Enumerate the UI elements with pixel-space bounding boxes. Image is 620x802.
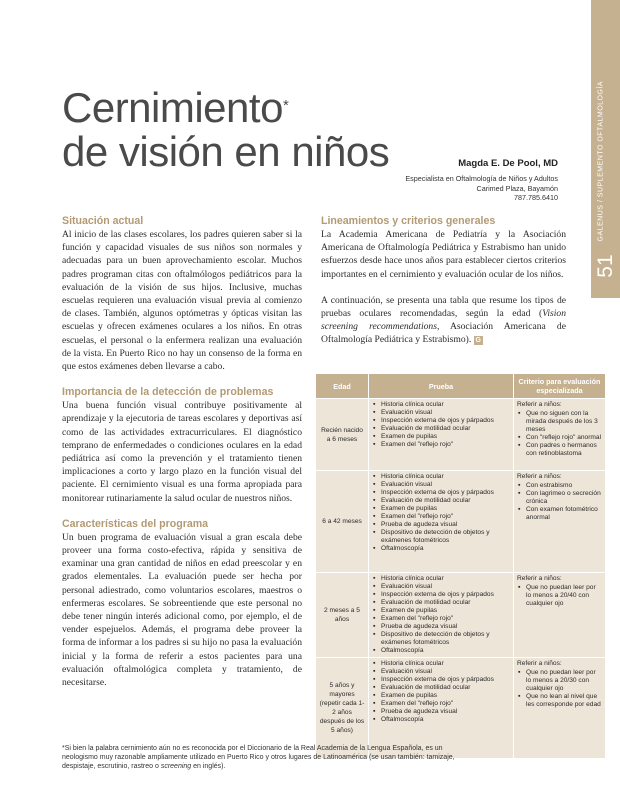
prueba-item: ▪ Examen de pupilas — [381, 607, 510, 615]
author-phone: 787.785.6410 — [514, 193, 558, 202]
prueba-item: ▪ Evaluación visual — [381, 409, 510, 417]
criterio-item: ▪ Que no lean al nivel que les corresponde por edad — [526, 693, 602, 709]
criterio-item: ▪ Que no puedan leer por lo menos a 20/30 con cualquier ojo — [526, 669, 602, 693]
table-row — [316, 658, 606, 758]
criterio-item: ▪ Con estrabismo — [526, 482, 602, 490]
prueba-item: ▪ Evaluación visual — [381, 481, 510, 489]
heading-situacion: Situación actual — [62, 215, 144, 227]
header-criterio: Criterio para evaluación especializada — [514, 374, 606, 399]
prueba-item: ▪ Inspección externa de ojos y párpados — [381, 676, 510, 684]
table-row — [316, 399, 606, 471]
paragraph-caracteristicas: Un buen programa de evaluación visual a gran escala debe proveer una forma costo-efectiva, rápida y sensitiva de examinar una gran cantidad de niños en edad preescolar y en grados elementales. La evaluación puede ser hecha por personal adiestrado, como voluntarios escolares, maestros o enfermeras escolares. Se sobreentiende que este personal no debe tener ningún interés adicional como, por ejemplo, el de vender espejuelos. Además, el programa debe proveer la forma de informar a los padres si su hijo no pasa la evaluación inicial y la forma de referir a estos pacientes para una evaluación oftalmológica completa y tratamiento, de necesitarse. — [62, 531, 302, 689]
criterio-item: ▪ Con "reflejo rojo" anormal — [526, 434, 602, 442]
prueba-cell — [369, 658, 514, 758]
section-label: GALENUS / SUPLEMENTO OFTALMOLOGÍA — [597, 80, 605, 242]
footnote: *Si bien la palabra cernimiento aún no es reconocida por el Diccionario de la Real Academia de la Lengua Española, es un neologismo muy razonable ampliamente utilizado en Puerto Rico y otros lugares de Latinoamérica (se usan también: tamizaje, despistaje, escrutinio, rastreo o screening en inglés). — [62, 745, 455, 770]
prueba-item: ▪ Examen de pupilas — [381, 433, 510, 441]
left-column — [62, 215, 302, 689]
prueba-cell — [369, 573, 514, 658]
prueba-item: ▪ Examen del "reflejo rojo" — [381, 700, 510, 708]
prueba-item: ▪ Inspección externa de ojos y párpados — [381, 591, 510, 599]
author-specialty: Especialista en Oftalmología de Niños y Adultos — [405, 174, 558, 183]
heading-lineamientos: Lineamientos y criterios generales — [321, 215, 496, 227]
header-prueba: Prueba — [369, 374, 514, 399]
author-location: Carimed Plaza, Bayamón — [476, 183, 558, 193]
criterio-cell — [514, 471, 606, 573]
author-name: Magda E. De Pool, MD — [458, 158, 558, 169]
prueba-item: ▪ Oftalmoscopía — [381, 545, 510, 553]
prueba-item: ▪ Examen del "reflejo rojo" — [381, 513, 510, 521]
criterio-item: ▪ Con lagrimeo o secreción crónica — [526, 490, 602, 506]
page-number: 51 — [594, 254, 617, 278]
prueba-item: ▪ Dispositivo de detección de objetos y exámenes fotométricos — [381, 529, 510, 545]
author-block — [405, 158, 558, 203]
criterio-cell — [514, 399, 606, 471]
paragraph-lineamientos: La Academia Americana de Pediatría y la Asociación Americana de Oftalmología Pediátrica y Estrabismo han unido esfuerzos desde hace unos años para establecer ciertos criterios importantes en el cernimiento y evaluación ocular de los niños. — [321, 229, 566, 280]
prueba-item: ▪ Prueba de agudeza visual — [381, 708, 510, 716]
prueba-item: ▪ Evaluación visual — [381, 668, 510, 676]
table-row — [316, 471, 606, 573]
prueba-item: ▪ Oftalmoscopía — [381, 647, 510, 655]
prueba-item: ▪ Evaluación de motilidad ocular — [381, 425, 510, 433]
edad-cell: Recién nacido a 6 meses — [316, 399, 369, 471]
paragraph-tabla-intro: A continuación, se presenta una tabla que resume los tipos de pruebas oculares recomendadas, según la edad (Vision screening recommendations, Asociación Americana de Oftalmología Pediátrica y Estrabismo). G — [321, 294, 566, 346]
criterio-title: Referir a niños: — [517, 660, 562, 667]
prueba-item: ▪ Evaluación de motilidad ocular — [381, 599, 510, 607]
prueba-item: ▪ Examen de pupilas — [381, 505, 510, 513]
prueba-item: ▪ Historia clínica ocular — [381, 473, 510, 481]
paragraph-importancia: Una buena función visual contribuye positivamente al aprendizaje y la ejecutoria de tareas escolares y deportivas así como de las actividades extracurriculares. El diagnóstico temprano de enfermedades o condiciones oculares en la edad pediátrica así como la prevención y el tratamiento tienen implicaciones a corto y largo plazo en la función visual del paciente. El cernimiento visual es una forma apropiada para monitorear rutinariamente la salud ocular de nuestros niños. — [62, 400, 302, 504]
prueba-item: ▪ Prueba de agudeza visual — [381, 521, 510, 529]
criterio-item: ▪ Que no siguen con la mirada después de los 3 meses — [526, 410, 602, 434]
prueba-item: ▪ Oftalmoscopía — [381, 716, 510, 724]
prueba-cell — [369, 399, 514, 471]
heading-importancia: Importancia de la detección de problemas — [62, 386, 274, 399]
criterio-item: ▪ Con examen fotométrico anormal — [526, 506, 602, 522]
prueba-item: ▪ Historia clínica ocular — [381, 575, 510, 583]
criterio-cell — [514, 658, 606, 758]
criterio-title: Referir a niños: — [517, 473, 562, 480]
criterio-title: Referir a niños: — [517, 575, 562, 582]
prueba-item: ▪ Examen del "reflejo rojo" — [381, 615, 510, 623]
table-row — [316, 573, 606, 658]
heading-caracteristicas: Características del programa — [62, 517, 209, 530]
screening-table — [316, 374, 606, 758]
criterio-cell — [514, 573, 606, 658]
criterio-title: Referir a niños: — [517, 401, 562, 408]
g-badge-icon: G — [475, 336, 481, 344]
right-column — [321, 215, 566, 347]
prueba-item: ▪ Inspección externa de ojos y párpados — [381, 489, 510, 497]
edad-cell: 5 años y mayores (repetir cada 1-2 años después de los 5 años) — [316, 658, 369, 758]
prueba-cell — [369, 471, 514, 573]
header-edad: Edad — [316, 374, 369, 399]
prueba-item: ▪ Dispositivo de detección de objetos y exámenes fotométricos — [381, 631, 510, 647]
edad-cell: 6 a 42 meses — [316, 471, 369, 573]
prueba-item: ▪ Evaluación de motilidad ocular — [381, 684, 510, 692]
edad-cell: 2 meses a 5 años — [316, 573, 369, 658]
criterio-item: ▪ Con padres o hermanos con retinoblastoma — [526, 442, 602, 458]
prueba-item: ▪ Evaluación visual — [381, 583, 510, 591]
article-title: Cernimiento* de visión en niños — [62, 84, 390, 175]
prueba-item: ▪ Examen del "reflejo rojo" — [381, 441, 510, 449]
prueba-item: ▪ Inspección externa de ojos y párpados — [381, 417, 510, 425]
paragraph-situacion: Al inicio de las clases escolares, los padres quieren saber si la función y capacidad visuales de sus niños son normales y adecuadas para un buen aprovechamiento escolar. Muchos padres programan citas con oftalmólogos pediátricos para la evaluación de la visión de sus hijos. Inclusive, muchas escuelas requieren una evaluación visual previa al comienzo de clases. También, algunos optómetras y ópticas visitan las escuelas y ofrecen exámenes oculares a los niños. En otras escuelas, el personal o la enfermera realizan una evaluación de la vista. En Puerto Rico no hay un consenso de la forma en que estos exámenes deben llevarse a cabo. — [62, 229, 302, 373]
prueba-item: ▪ Historia clínica ocular — [381, 660, 510, 668]
prueba-item: ▪ Evaluación de motilidad ocular — [381, 497, 510, 505]
prueba-item: ▪ Historia clínica ocular — [381, 401, 510, 409]
criterio-item: ▪ Que no puedan leer por lo menos a 20/40 con cualquier ojo — [526, 584, 602, 608]
prueba-item: ▪ Examen de pupilas — [381, 692, 510, 700]
prueba-item: ▪ Prueba de agudeza visual — [381, 623, 510, 631]
